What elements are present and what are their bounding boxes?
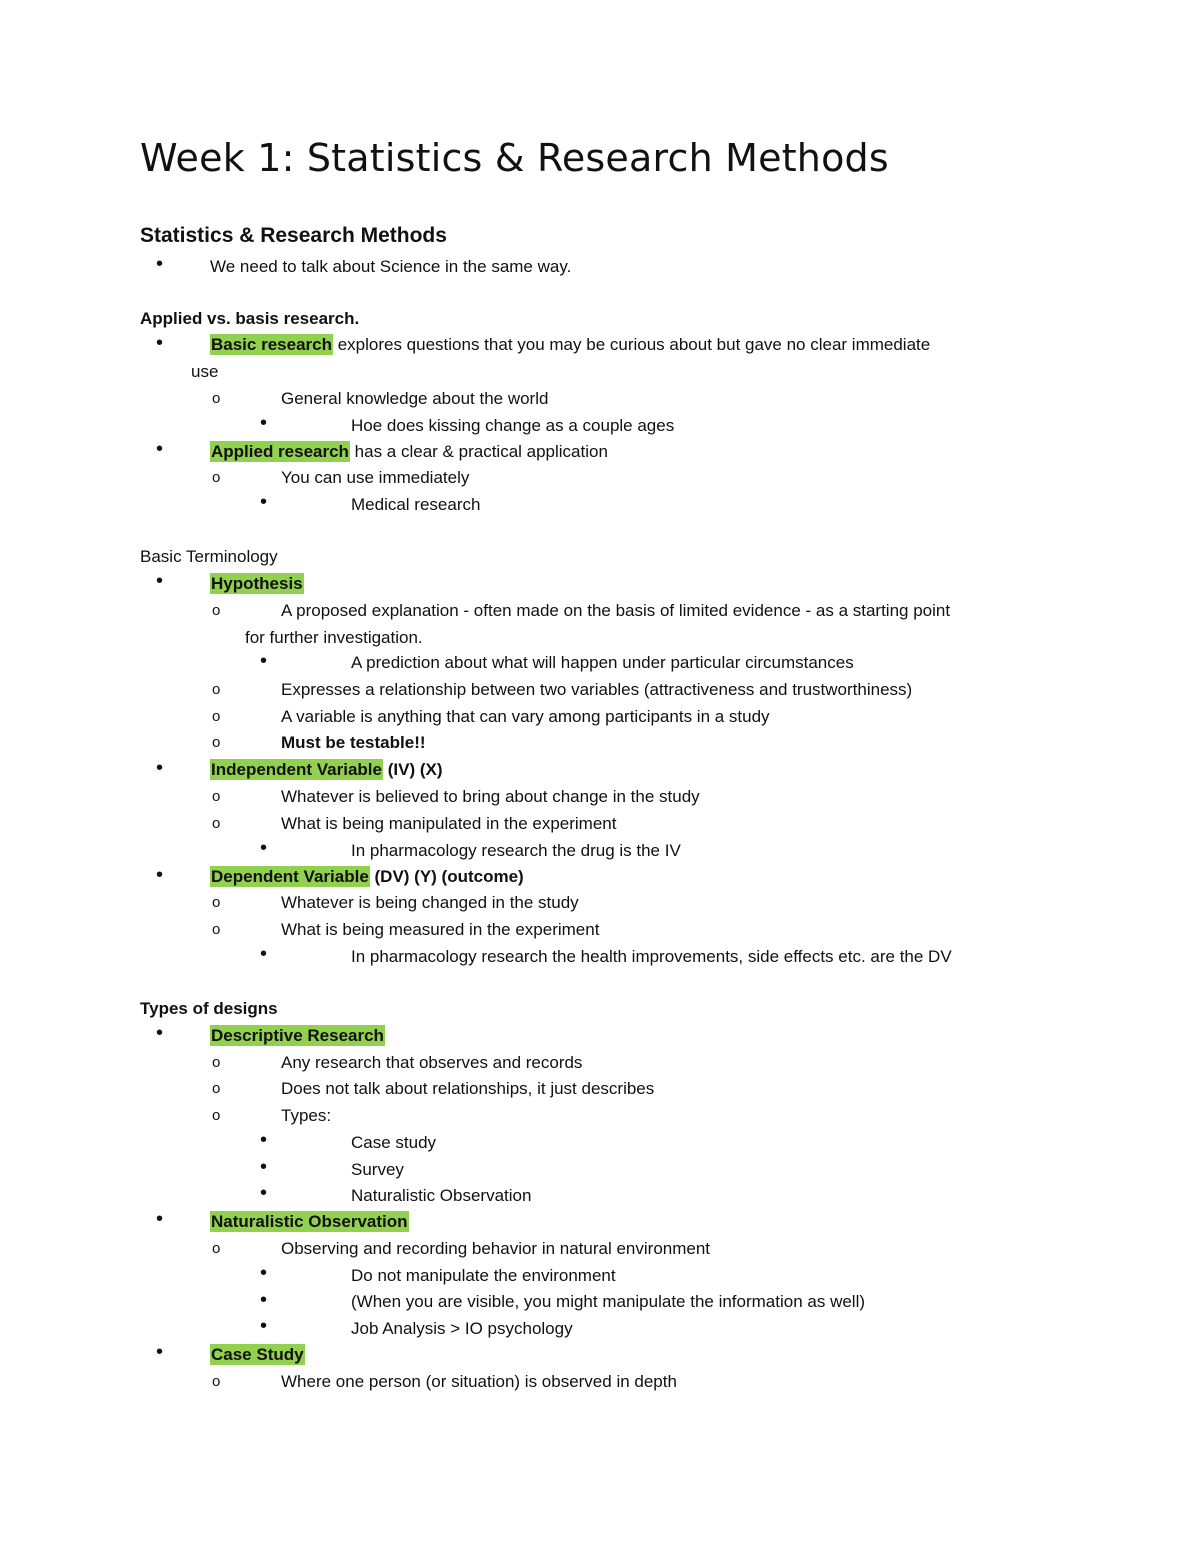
list-item: A prediction about what will happen under particular circumstances <box>351 653 854 672</box>
circle-marker: o <box>212 708 221 725</box>
list-item: Survey <box>351 1160 404 1179</box>
list-item: A variable is anything that can vary among participants in a study <box>281 707 770 726</box>
section-heading: Statistics & Research Methods <box>140 224 447 247</box>
circle-marker: o <box>212 1054 221 1071</box>
circle-marker: o <box>212 815 221 832</box>
list-item: Case study <box>351 1133 437 1152</box>
circle-marker: o <box>212 734 221 751</box>
circle-marker: o <box>212 1107 221 1124</box>
highlighted-term: Descriptive Research <box>211 1026 384 1045</box>
subsection-heading-terminology: Basic Terminology <box>140 547 278 566</box>
list-item: What is being manipulated in the experiment <box>281 814 617 833</box>
item-text: has a clear & practical application <box>349 442 608 461</box>
list-item <box>210 1211 409 1233</box>
item-text: (DV) (Y) (outcome) <box>369 867 524 886</box>
list-item <box>210 1344 305 1366</box>
bullet-marker: • <box>260 491 268 513</box>
list-item: (When you are visible, you might manipulate the information as well) <box>351 1292 866 1311</box>
bullet-marker: • <box>260 1289 268 1311</box>
list-item: You can use immediately <box>281 468 470 487</box>
list-item <box>210 573 304 595</box>
circle-marker: o <box>212 1240 221 1257</box>
list-item: Whatever is believed to bring about change in the study <box>281 787 700 806</box>
list-item: Naturalistic Observation <box>351 1186 532 1205</box>
highlighted-term: Dependent Variable <box>211 867 369 886</box>
circle-marker: o <box>212 894 221 911</box>
bullet-marker: • <box>156 332 164 354</box>
circle-marker: o <box>212 390 221 407</box>
list-item: Types: <box>281 1106 332 1125</box>
bullet-marker: • <box>260 650 268 672</box>
list-item: What is being measured in the experiment <box>281 920 600 939</box>
circle-marker: o <box>212 469 221 486</box>
item-text: (IV) (X) <box>383 760 443 779</box>
list-item: Any research that observes and records <box>281 1053 583 1072</box>
list-item <box>210 441 608 463</box>
highlighted-term: Hypothesis <box>211 574 303 593</box>
subsection-heading-applied-vs-basic: Applied vs. basis research. <box>140 309 360 328</box>
highlighted-term: Independent Variable <box>211 760 382 779</box>
bullet-marker: • <box>260 1156 268 1178</box>
bullet-marker: • <box>260 412 268 434</box>
item-text: explores questions that you may be curious about but gave no clear immediate <box>332 335 931 354</box>
bullet-marker: • <box>260 943 268 965</box>
bullet-marker: • <box>260 1182 268 1204</box>
bullet-marker: • <box>156 864 164 886</box>
list-item: Job Analysis > IO psychology <box>351 1319 573 1338</box>
list-item <box>210 759 443 781</box>
bullet-marker: • <box>260 1129 268 1151</box>
list-item: Does not talk about relationships, it just describes <box>281 1079 655 1098</box>
list-item: Observing and recording behavior in natural environment <box>281 1239 711 1258</box>
bullet-marker: • <box>156 1208 164 1230</box>
circle-marker: o <box>212 1080 221 1097</box>
bullet-marker: • <box>260 1315 268 1337</box>
list-item <box>210 334 930 356</box>
circle-marker: o <box>212 788 221 805</box>
bullet-marker: • <box>156 570 164 592</box>
list-item: General knowledge about the world <box>281 389 549 408</box>
list-item <box>210 866 524 888</box>
list-item: In pharmacology research the drug is the IV <box>351 841 681 860</box>
highlighted-term: Case Study <box>211 1345 304 1364</box>
list-item-continuation: use <box>191 362 219 381</box>
list-item: Medical research <box>351 495 481 514</box>
list-item <box>210 1025 385 1047</box>
bullet-marker: • <box>156 438 164 460</box>
page-title: Week 1: Statistics & Research Methods <box>140 136 889 180</box>
list-item: We need to talk about Science in the same way. <box>210 257 572 276</box>
bullet-marker: • <box>260 1262 268 1284</box>
list-item: Where one person (or situation) is observed in depth <box>281 1372 677 1391</box>
circle-marker: o <box>212 602 221 619</box>
list-item: A proposed explanation - often made on the basis of limited evidence - as a starting point <box>281 601 951 620</box>
highlighted-term: Naturalistic Observation <box>211 1212 408 1231</box>
bullet-marker: • <box>156 1341 164 1363</box>
list-item: Expresses a relationship between two variables (attractiveness and trustworthiness) <box>281 680 913 699</box>
list-item: Must be testable!! <box>281 733 426 752</box>
highlighted-term: Basic research <box>211 335 332 354</box>
circle-marker: o <box>212 1373 221 1390</box>
list-item: Do not manipulate the environment <box>351 1266 616 1285</box>
list-item: Hoe does kissing change as a couple ages <box>351 416 675 435</box>
list-item-continuation: for further investigation. <box>245 628 423 647</box>
circle-marker: o <box>212 681 221 698</box>
bullet-marker: • <box>156 757 164 779</box>
bullet-marker: • <box>156 1022 164 1044</box>
list-item: Whatever is being changed in the study <box>281 893 579 912</box>
bullet-marker: • <box>260 837 268 859</box>
list-item: In pharmacology research the health improvements, side effects etc. are the DV <box>351 947 952 966</box>
highlighted-term: Applied research <box>211 442 349 461</box>
subsection-heading-designs: Types of designs <box>140 999 278 1018</box>
circle-marker: o <box>212 921 221 938</box>
bullet-marker: • <box>156 253 164 275</box>
